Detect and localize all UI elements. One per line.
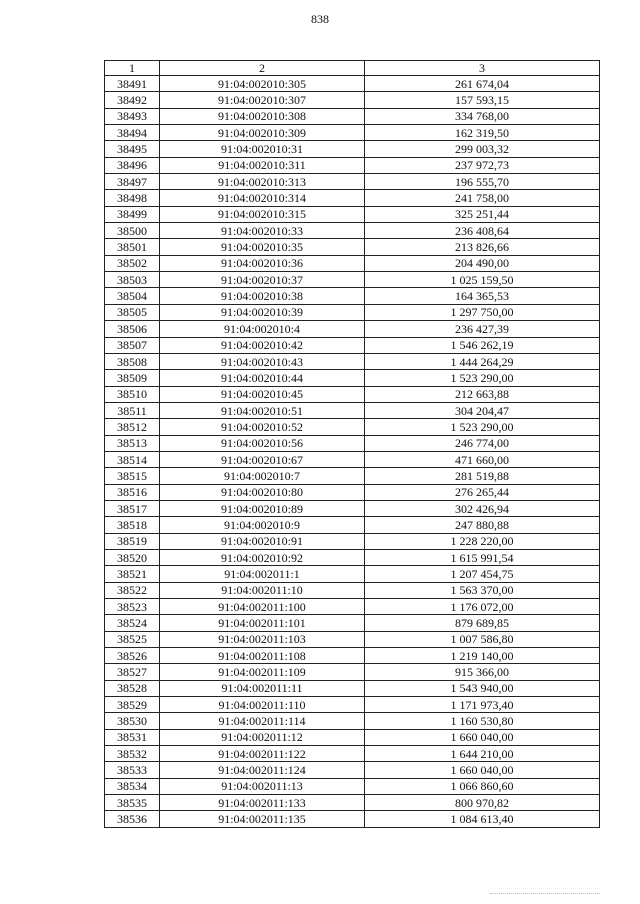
cadastral-number-cell: 91:04:002010:38	[160, 288, 365, 304]
value-cell: 800 970,82	[365, 795, 600, 811]
column-header-cadastral: 2	[160, 61, 365, 76]
row-number-cell: 38517	[105, 500, 160, 516]
row-number-cell: 38509	[105, 370, 160, 386]
cadastral-number-cell: 91:04:002010:42	[160, 337, 365, 353]
value-cell: 1 219 140,00	[365, 648, 600, 664]
value-cell: 1 563 370,00	[365, 582, 600, 598]
row-number-cell: 38527	[105, 664, 160, 680]
table-row	[105, 92, 600, 108]
value-cell: 281 519,88	[365, 468, 600, 484]
row-number-cell: 38497	[105, 174, 160, 190]
cadastral-number-cell: 91:04:002011:12	[160, 729, 365, 745]
table-row	[105, 517, 600, 533]
row-number-cell: 38520	[105, 549, 160, 565]
cadastral-number-cell: 91:04:002010:92	[160, 549, 365, 565]
value-cell: 276 265,44	[365, 484, 600, 500]
table-header-row	[105, 61, 600, 76]
cadastral-number-cell: 91:04:002010:315	[160, 206, 365, 222]
row-number-cell: 38508	[105, 353, 160, 369]
value-cell: 157 593,15	[365, 92, 600, 108]
table-row	[105, 125, 600, 141]
cadastral-number-cell: 91:04:002010:52	[160, 419, 365, 435]
row-number-cell: 38526	[105, 648, 160, 664]
cadastral-number-cell: 91:04:002011:103	[160, 631, 365, 647]
cadastral-number-cell: 91:04:002011:101	[160, 615, 365, 631]
row-number-cell: 38504	[105, 288, 160, 304]
table-row	[105, 778, 600, 794]
cadastral-number-cell: 91:04:002011:13	[160, 778, 365, 794]
value-cell: 302 426,94	[365, 500, 600, 516]
value-cell: 246 774,00	[365, 435, 600, 451]
cadastral-number-cell: 91:04:002010:307	[160, 92, 365, 108]
table-row	[105, 304, 600, 320]
row-number-cell: 38496	[105, 157, 160, 173]
row-number-cell: 38518	[105, 517, 160, 533]
table-row	[105, 599, 600, 615]
row-number-cell: 38531	[105, 729, 160, 745]
table-row	[105, 484, 600, 500]
cadastral-number-cell: 91:04:002011:133	[160, 795, 365, 811]
table-row	[105, 206, 600, 222]
value-cell: 325 251,44	[365, 206, 600, 222]
cadastral-number-cell: 91:04:002010:308	[160, 108, 365, 124]
value-cell: 1 660 040,00	[365, 762, 600, 778]
page-number: 838	[311, 12, 329, 26]
table-row	[105, 255, 600, 271]
value-cell: 1 025 159,50	[365, 272, 600, 288]
cadastral-number-cell: 91:04:002010:51	[160, 402, 365, 418]
cadastral-number-cell: 91:04:002011:108	[160, 648, 365, 664]
table-row	[105, 468, 600, 484]
scan-artifact	[490, 893, 600, 898]
cadastral-number-cell: 91:04:002011:135	[160, 811, 365, 827]
cadastral-number-cell: 91:04:002010:56	[160, 435, 365, 451]
row-number-cell: 38521	[105, 566, 160, 582]
value-cell: 241 758,00	[365, 190, 600, 206]
value-cell: 162 319,50	[365, 125, 600, 141]
cadastral-number-cell: 91:04:002010:44	[160, 370, 365, 386]
value-cell: 879 689,85	[365, 615, 600, 631]
table-row	[105, 680, 600, 696]
cadastral-number-cell: 91:04:002010:35	[160, 239, 365, 255]
row-number-cell: 38514	[105, 451, 160, 467]
table-row	[105, 582, 600, 598]
cadastral-number-cell: 91:04:002010:9	[160, 517, 365, 533]
table-row	[105, 386, 600, 402]
value-cell: 261 674,04	[365, 76, 600, 92]
row-number-cell: 38500	[105, 223, 160, 239]
row-number-cell: 38519	[105, 533, 160, 549]
row-number-cell: 38532	[105, 746, 160, 762]
value-cell: 1 171 973,40	[365, 697, 600, 713]
value-cell: 236 427,39	[365, 321, 600, 337]
value-cell: 212 663,88	[365, 386, 600, 402]
table-row	[105, 549, 600, 565]
value-cell: 1 207 454,75	[365, 566, 600, 582]
cadastral-number-cell: 91:04:002010:311	[160, 157, 365, 173]
cadastral-number-cell: 91:04:002011:110	[160, 697, 365, 713]
value-cell: 1 066 860,60	[365, 778, 600, 794]
row-number-cell: 38498	[105, 190, 160, 206]
value-cell: 1 176 072,00	[365, 599, 600, 615]
value-cell: 1 444 264,29	[365, 353, 600, 369]
value-cell: 1 523 290,00	[365, 419, 600, 435]
table-row	[105, 419, 600, 435]
table-row	[105, 566, 600, 582]
cadastral-number-cell: 91:04:002010:4	[160, 321, 365, 337]
row-number-cell: 38528	[105, 680, 160, 696]
value-cell: 915 366,00	[365, 664, 600, 680]
row-number-cell: 38512	[105, 419, 160, 435]
value-cell: 1 615 991,54	[365, 549, 600, 565]
table-body	[105, 76, 600, 828]
value-cell: 1 228 220,00	[365, 533, 600, 549]
column-header-value: 3	[365, 61, 600, 76]
row-number-cell: 38524	[105, 615, 160, 631]
cadastral-number-cell: 91:04:002010:80	[160, 484, 365, 500]
cadastral-number-cell: 91:04:002010:33	[160, 223, 365, 239]
cadastral-number-cell: 91:04:002010:305	[160, 76, 365, 92]
row-number-cell: 38499	[105, 206, 160, 222]
table-row	[105, 762, 600, 778]
row-number-cell: 38522	[105, 582, 160, 598]
row-number-cell: 38515	[105, 468, 160, 484]
table-row	[105, 500, 600, 516]
row-number-cell: 38494	[105, 125, 160, 141]
table-row	[105, 321, 600, 337]
table-row	[105, 451, 600, 467]
table-row	[105, 795, 600, 811]
table-row	[105, 664, 600, 680]
row-number-cell: 38493	[105, 108, 160, 124]
column-header-number: 1	[105, 61, 160, 76]
value-cell: 237 972,73	[365, 157, 600, 173]
table-row	[105, 746, 600, 762]
table-row	[105, 648, 600, 664]
row-number-cell: 38507	[105, 337, 160, 353]
value-cell: 164 365,53	[365, 288, 600, 304]
table-row	[105, 223, 600, 239]
value-cell: 196 555,70	[365, 174, 600, 190]
table-row	[105, 729, 600, 745]
cadastral-number-cell: 91:04:002010:91	[160, 533, 365, 549]
row-number-cell: 38511	[105, 402, 160, 418]
cadastral-number-cell: 91:04:002011:122	[160, 746, 365, 762]
row-number-cell: 38505	[105, 304, 160, 320]
value-cell: 247 880,88	[365, 517, 600, 533]
table-row	[105, 402, 600, 418]
table-row	[105, 353, 600, 369]
table-row	[105, 157, 600, 173]
row-number-cell: 38530	[105, 713, 160, 729]
table-row	[105, 713, 600, 729]
value-cell: 1 543 940,00	[365, 680, 600, 696]
table-row	[105, 190, 600, 206]
cadastral-number-cell: 91:04:002010:7	[160, 468, 365, 484]
value-cell: 1 523 290,00	[365, 370, 600, 386]
row-number-cell: 38506	[105, 321, 160, 337]
row-number-cell: 38502	[105, 255, 160, 271]
cadastral-number-cell: 91:04:002010:37	[160, 272, 365, 288]
row-number-cell: 38536	[105, 811, 160, 827]
table-row	[105, 697, 600, 713]
cadastral-number-cell: 91:04:002010:39	[160, 304, 365, 320]
value-cell: 299 003,32	[365, 141, 600, 157]
row-number-cell: 38529	[105, 697, 160, 713]
value-cell: 1 546 262,19	[365, 337, 600, 353]
table-row	[105, 272, 600, 288]
value-cell: 1 660 040,00	[365, 729, 600, 745]
row-number-cell: 38516	[105, 484, 160, 500]
cadastral-number-cell: 91:04:002011:11	[160, 680, 365, 696]
row-number-cell: 38501	[105, 239, 160, 255]
row-number-cell: 38503	[105, 272, 160, 288]
cadastral-number-cell: 91:04:002011:10	[160, 582, 365, 598]
table-row	[105, 288, 600, 304]
row-number-cell: 38513	[105, 435, 160, 451]
table-row	[105, 533, 600, 549]
cadastral-number-cell: 91:04:002011:100	[160, 599, 365, 615]
cadastral-number-cell: 91:04:002010:313	[160, 174, 365, 190]
row-number-cell: 38492	[105, 92, 160, 108]
value-cell: 1 007 586,80	[365, 631, 600, 647]
table-row	[105, 76, 600, 92]
cadastral-number-cell: 91:04:002010:43	[160, 353, 365, 369]
row-number-cell: 38495	[105, 141, 160, 157]
cadastral-number-cell: 91:04:002010:309	[160, 125, 365, 141]
table-row	[105, 108, 600, 124]
cadastral-number-cell: 91:04:002011:109	[160, 664, 365, 680]
value-cell: 471 660,00	[365, 451, 600, 467]
value-cell: 1 297 750,00	[365, 304, 600, 320]
row-number-cell: 38533	[105, 762, 160, 778]
cadastral-number-cell: 91:04:002010:31	[160, 141, 365, 157]
cadastral-number-cell: 91:04:002010:89	[160, 500, 365, 516]
table-row	[105, 811, 600, 827]
value-cell: 304 204,47	[365, 402, 600, 418]
cadastral-number-cell: 91:04:002010:45	[160, 386, 365, 402]
cadastral-number-cell: 91:04:002010:67	[160, 451, 365, 467]
data-table	[104, 60, 600, 828]
row-number-cell: 38535	[105, 795, 160, 811]
table-row	[105, 631, 600, 647]
value-cell: 213 826,66	[365, 239, 600, 255]
row-number-cell: 38525	[105, 631, 160, 647]
cadastral-number-cell: 91:04:002010:314	[160, 190, 365, 206]
row-number-cell: 38523	[105, 599, 160, 615]
value-cell: 204 490,00	[365, 255, 600, 271]
value-cell: 1 160 530,80	[365, 713, 600, 729]
table-row	[105, 337, 600, 353]
table-row	[105, 615, 600, 631]
value-cell: 236 408,64	[365, 223, 600, 239]
row-number-cell: 38534	[105, 778, 160, 794]
cadastral-number-cell: 91:04:002011:1	[160, 566, 365, 582]
value-cell: 1 644 210,00	[365, 746, 600, 762]
value-cell: 334 768,00	[365, 108, 600, 124]
row-number-cell: 38491	[105, 76, 160, 92]
value-cell: 1 084 613,40	[365, 811, 600, 827]
cadastral-number-cell: 91:04:002010:36	[160, 255, 365, 271]
table-row	[105, 370, 600, 386]
table-row	[105, 174, 600, 190]
table-row	[105, 239, 600, 255]
cadastral-number-cell: 91:04:002011:124	[160, 762, 365, 778]
cadastral-number-cell: 91:04:002011:114	[160, 713, 365, 729]
table-row	[105, 435, 600, 451]
row-number-cell: 38510	[105, 386, 160, 402]
table-row	[105, 141, 600, 157]
